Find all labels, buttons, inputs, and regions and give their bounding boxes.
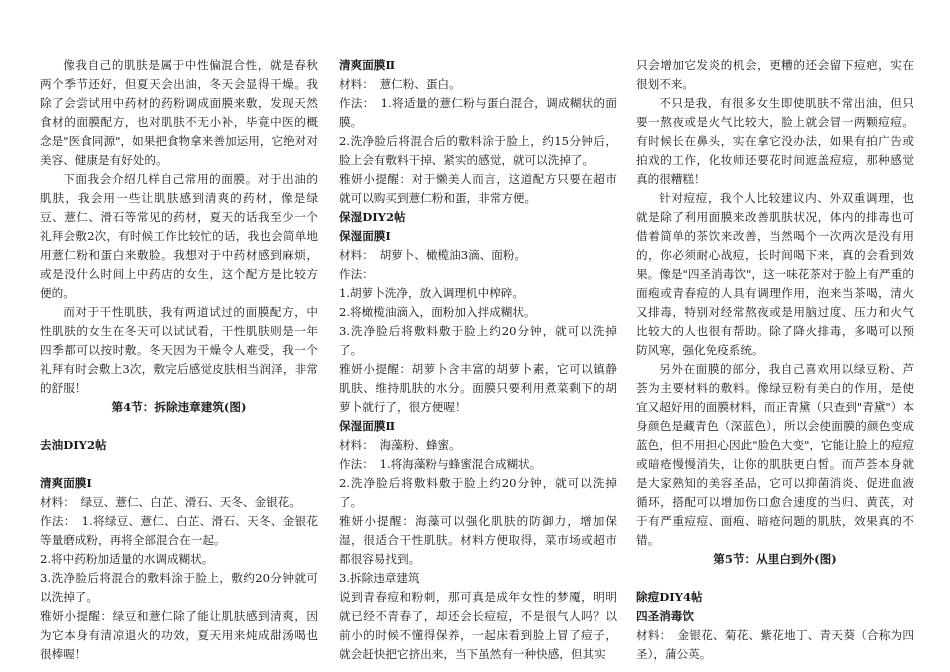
recipe-material: 材料： 胡萝卜、橄榄油3滴、面粉。 [339, 248, 527, 262]
paragraph: 另外在面膜的部分，我自己喜欢用以绿豆粉、芦荟为主要材料的敷料。像绿豆粉有美白的作用，是使宜又超好用的面膜材料，而正青黛（只查到"青黛"）本身颜色是藏青色（深蓝色），所以会使面膜的颜色变成蓝色，但不用担心因此"脸色大变"，它能让脸上的痘痘或暗疮慢慢消失，让你的肌肤更白皙。而芦荟本身就是大家熟知的美容圣品，它可以抑菌消炎、促进血液循环，搭配可以增加伤口愈合速度的当归、黄芪，对于有严重痘痘、面疱、暗疮问题的肌肤，效果真的不错。 [636, 362, 914, 547]
recipe-title: 清爽面膜Ⅱ [339, 58, 396, 72]
recipe-step: 2.将橄榄油滴入，面粉加入拌成糊状。 [339, 305, 536, 319]
recipe-material: 材料： 绿豆、薏仁、白芷、滑石、天冬、金银花。 [40, 495, 301, 509]
recipe-step: 3.洗净脸后将混合的敷料涂于脸上，敷约20分钟就可以洗掉了。 [40, 571, 318, 604]
recipe-material: 材料： 金银花、菊花、紫花地丁、青天葵（合称为四圣），蒲公英。 [636, 628, 914, 661]
recipe-title: 四圣消毒饮 [636, 609, 694, 623]
column-1 [40, 56, 318, 664]
recipe-material: 材料： 海藻粉、蜂蜜。 [339, 438, 461, 452]
sub-heading: 去油DIY2帖 [40, 438, 107, 452]
recipe-step: 3.洗净脸后将敷料敷于脸上约20分钟，就可以洗掉了。 [339, 324, 617, 357]
recipe-step: 2.将中药粉加适量的水调成糊状。 [40, 552, 214, 566]
recipe-method-label: 作法： [339, 267, 374, 281]
paragraph: 下面我会介绍几样自己常用的面膜。对于出油的肌肤，我会用一些让肌肤感到清爽的药材，像是绿豆、薏仁、滑石等常见的药材，夏天的话我至少一个礼拜会敷2次，有时候工作比较忙的话，我也会简单地用薏仁粉和蛋白来敷脸。我想对于中药材感到麻烦，或是没什么时间上中药店的女生，这个配方是比较方便的。 [40, 172, 318, 300]
section-heading: 第5节：从里白到外(图) [713, 552, 837, 566]
recipe-material: 材料： 薏仁粉、蛋白。 [339, 77, 461, 91]
recipe-step: 作法： 1.将适量的薏仁粉与蛋白混合，调成糊状的面膜。 [339, 96, 617, 129]
paragraph: 而对于干性肌肤，我有两道试过的面膜配方，中性肌肤的女生在冬天可以试试看，干性肌肤则是一年四季都可以按时敷。冬天因为干燥令人难受，我一个礼拜有时会敷上3次，敷完后感觉皮肤相当润泽，非常的舒服！ [40, 305, 318, 395]
paragraph: 像我自己的肌肤是属于中性偏混合性，就是春秋两个季节还好，但夏天会出油，冬天会显得干燥。我除了会尝试用中药材的药粉调成面膜来敷，发现天然食材的面膜配方，也对肌肤不无小补，毕竟中医的概念是"医食同源"，如果把食物拿来善加运用，它绝对对美容、健康是有好处的。 [40, 58, 318, 167]
paragraph: 只会增加它发炎的机会，更糟的还会留下痘疤，实在很划不来。 [636, 58, 914, 91]
sub-heading: 除痘DIY4帖 [636, 590, 703, 604]
recipe-step: 作法： 1.将绿豆、薏仁、白芷、滑石、天冬、金银花等量磨成粉，再将全部混合在一起。 [40, 514, 318, 547]
recipe-title: 清爽面膜Ⅰ [40, 476, 92, 490]
paragraph: 针对痘痘，我个人比较建议内、外双重调理，也就是除了利用面膜来改善肌肤状况，体内的排毒也可借着简单的茶饮来改善，当然喝个一次两次是没有用的，你必须耐心战痘，长时间喝下来，真的会看到效果。像是"四圣消毒饮"，这一味花茶对于脸上有严重的面疱或青春痘的人具有调理作用，泡来当茶喝，清火又排毒，特别对经常熬夜或是用脑过度、压力和火气比较大的人也很有帮助。除了降火排毒，多喝可以预防风寒，强化免疫系统。 [636, 191, 914, 357]
sub-heading: 保湿DIY2帖 [339, 210, 406, 224]
recipe-tip: 雅妍小提醒：对于懒美人而言，这道配方只要在超市就可以购买到薏仁粉和蛋，非常方便。 [339, 172, 617, 205]
recipe-step: 作法： 1.将海藻粉与蜂蜜混合成糊状。 [339, 457, 542, 471]
recipe-tip: 雅妍小提醒：绿豆和薏仁除了能让肌肤感到清爽，因为它本身有清凉退火的功效，夏天用来炖成甜汤喝也很棒喔！ [40, 609, 318, 661]
column-3 [636, 56, 914, 664]
recipe-step: 2.洗净脸后将混合后的敷料涂于脸上，约15分钟后，脸上会有敷料干掉、紧实的感觉，就可以洗掉了。 [339, 134, 617, 167]
recipe-step: 1.胡萝卜洗净，放入调理机中榨碎。 [339, 286, 524, 300]
recipe-step: 2.洗净脸后将敷料敷于脸上约20分钟，就可以洗掉了。 [339, 476, 617, 509]
paragraph: 说到青春痘和粉刺，那可真是成年女性的梦魇，明明就已经不青春了，却还会长痘痘，不是很气人吗？以前小的时候不懂得保养，一起床看到脸上冒了痘子，就会赶快把它挤出来，当下虽然有一种快感，但其实 [339, 590, 617, 661]
list-item-heading: 3.拆除违章建筑 [339, 571, 420, 585]
paragraph: 不只是我，有很多女生即使肌肤不常出油，但只要一熬夜或是火气比较大，脸上就会冒一两颗痘痘。有时候长在鼻头，实在拿它没办法，如果有拍广告或拍戏的工作，化妆师还要花时间遮盖痘痘，那种感觉真的很糟糕！ [636, 96, 914, 186]
recipe-tip: 雅妍小提醒：胡萝卜含丰富的胡萝卜素，它可以镇静肌肤、维持肌肤的水分。面膜只要利用煮菜剩下的胡萝卜就行了，很方便喔！ [339, 362, 617, 414]
column-2 [339, 56, 617, 664]
section-heading: 第4节：拆除违章建筑(图) [111, 400, 247, 414]
recipe-title: 保湿面膜Ⅱ [339, 419, 396, 433]
recipe-tip: 雅妍小提醒：海藻可以强化肌肤的防御力，增加保湿，很适合干性肌肤。材料方便取得，菜市场或超市都很容易找到。 [339, 514, 617, 566]
recipe-title: 保湿面膜Ⅰ [339, 229, 391, 243]
